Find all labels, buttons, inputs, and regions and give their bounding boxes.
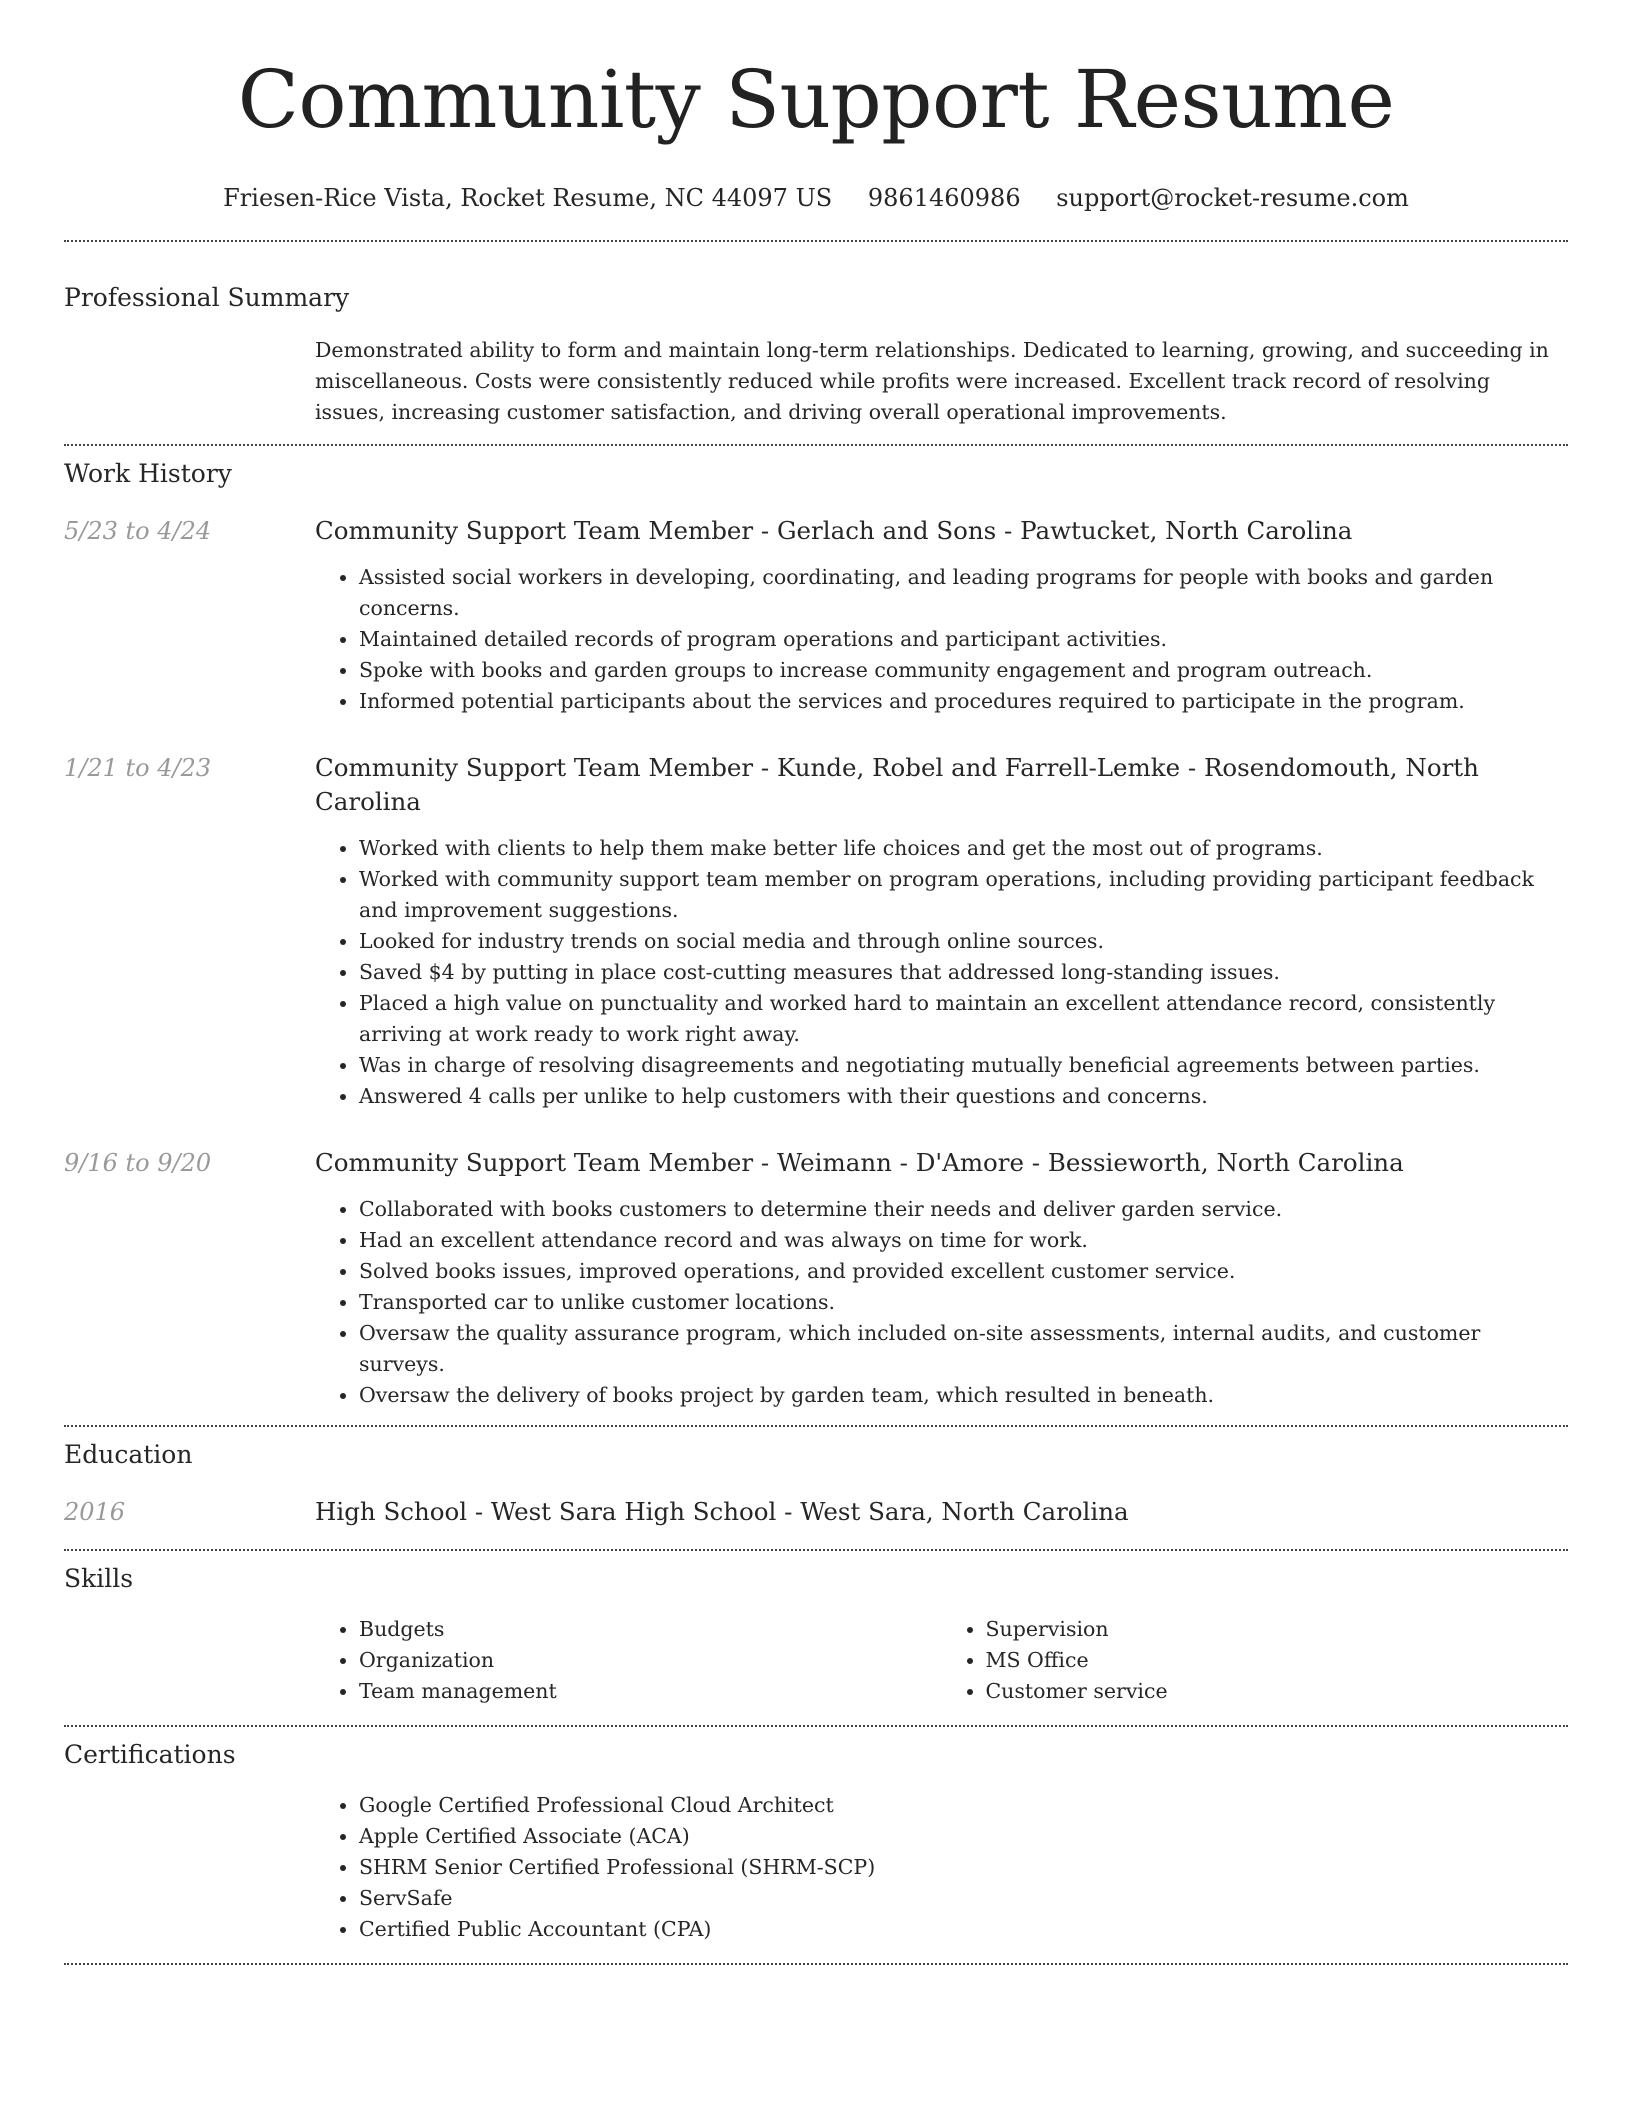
list-item: • Team management: [359, 1676, 942, 1707]
list-item: • Was in charge of resolving disagreements and negotiating mutually beneficial agreements between parties.: [359, 1050, 1568, 1081]
list-item: • Had an excellent attendance record and was always on time for work.: [359, 1225, 1568, 1256]
section-divider: [64, 1725, 1568, 1727]
job-title: Community Support Team Member - Kunde, Robel and Farrell-Lemke - Rosendomouth, North Carolina: [315, 753, 1479, 816]
summary-heading: Professional Summary: [64, 283, 350, 312]
skills-heading: Skills: [64, 1564, 134, 1593]
job-title: Community Support Team Member - Gerlach and Sons - Pawtucket, North Carolina: [315, 516, 1353, 545]
education-section: [64, 1438, 1568, 1529]
list-item: • Solved books issues, improved operations, and provided excellent customer service.: [359, 1256, 1568, 1287]
job-title: Community Support Team Member - Weimann - D'Amore - Bessieworth, North Carolina: [315, 1148, 1404, 1177]
list-item: • Placed a high value on punctuality and worked hard to maintain an excellent attendance record, consistently arriving at work ready to work right away.: [359, 988, 1568, 1050]
list-item: • Worked with community support team member on program operations, including providing participant feedback and improvement suggestions.: [359, 864, 1568, 926]
list-item: • Saved $4 by putting in place cost-cutting measures that addressed long-standing issues.: [359, 957, 1568, 988]
job-entry: [64, 1146, 1568, 1411]
list-item: • Assisted social workers in developing, coordinating, and leading programs for people with books and garden concerns.: [359, 562, 1568, 624]
summary-text: Demonstrated ability to form and maintain long-term relationships. Dedicated to learning, growing, and succeeding in miscellaneous. Costs were consistently reduced while profits were increased. Excellent track record of resolving issues, increasing customer satisfaction, and driving overall operational improvements.: [315, 338, 1549, 424]
list-item: • Google Certified Professional Cloud Architect: [359, 1790, 1568, 1821]
resume-title: Community Support Resume: [237, 53, 1395, 146]
list-item: • Transported car to unlike customer locations.: [359, 1287, 1568, 1318]
list-item: • Looked for industry trends on social media and through online sources.: [359, 926, 1568, 957]
job-dates: 1/21 to 4/23: [64, 754, 212, 782]
list-item: • Organization: [359, 1645, 942, 1676]
list-item: • Customer service: [986, 1676, 1569, 1707]
list-item: • MS Office: [986, 1645, 1569, 1676]
skills-section: [64, 1562, 1568, 1707]
list-item: • Worked with clients to help them make better life choices and get the most out of programs.: [359, 833, 1568, 864]
list-item: • Maintained detailed records of program operations and participant activities.: [359, 624, 1568, 655]
work-history-section: [64, 457, 1568, 1411]
skills-list-right: [942, 1614, 1569, 1707]
job-dates: 5/23 to 4/24: [64, 517, 212, 545]
skills-list-left: [315, 1614, 942, 1707]
list-item: • Supervision: [986, 1614, 1569, 1645]
job-entry: [64, 751, 1568, 1112]
section-divider: [64, 444, 1568, 446]
list-item: • SHRM Senior Certified Professional (SHRM-SCP): [359, 1852, 1568, 1883]
list-item: • Certified Public Accountant (CPA): [359, 1914, 1568, 1945]
education-heading: Education: [64, 1440, 193, 1469]
certifications-section: [64, 1738, 1568, 1945]
section-divider: [64, 1549, 1568, 1551]
certifications-list: [315, 1790, 1568, 1945]
section-divider: [64, 240, 1568, 242]
list-item: • Answered 4 calls per unlike to help customers with their questions and concerns.: [359, 1081, 1568, 1112]
list-item: • Budgets: [359, 1614, 942, 1645]
summary-section: [64, 281, 1568, 428]
list-item: • Oversaw the delivery of books project by garden team, which resulted in beneath.: [359, 1380, 1568, 1411]
contact-email: support@rocket-resume.com: [1056, 184, 1409, 212]
list-item: • Oversaw the quality assurance program, which included on-site assessments, internal audits, and customer surveys.: [359, 1318, 1568, 1380]
job-bullets: [315, 833, 1568, 1112]
contact-address: Friesen-Rice Vista, Rocket Resume, NC 44097 US: [223, 184, 833, 212]
education-entry: [64, 1495, 1568, 1529]
contact-phone: 9861460986: [867, 184, 1021, 212]
job-bullets: [315, 562, 1568, 717]
job-entry: [64, 514, 1568, 717]
work-history-heading: Work History: [64, 459, 232, 488]
section-divider: [64, 1963, 1568, 1965]
job-dates: 9/16 to 9/20: [64, 1149, 212, 1177]
certifications-heading: Certifications: [64, 1740, 236, 1769]
job-bullets: [315, 1194, 1568, 1411]
list-item: • Spoke with books and garden groups to increase community engagement and program outreach.: [359, 655, 1568, 686]
education-year: 2016: [64, 1498, 126, 1526]
list-item: • Collaborated with books customers to determine their needs and deliver garden service.: [359, 1194, 1568, 1225]
education-title: High School - West Sara High School - West Sara, North Carolina: [315, 1497, 1129, 1526]
list-item: • ServSafe: [359, 1883, 1568, 1914]
section-divider: [64, 1425, 1568, 1427]
resume-page: [64, 0, 1568, 1965]
list-item: • Apple Certified Associate (ACA): [359, 1821, 1568, 1852]
contact-line: [64, 182, 1568, 214]
list-item: • Informed potential participants about the services and procedures required to participate in the program.: [359, 686, 1568, 717]
